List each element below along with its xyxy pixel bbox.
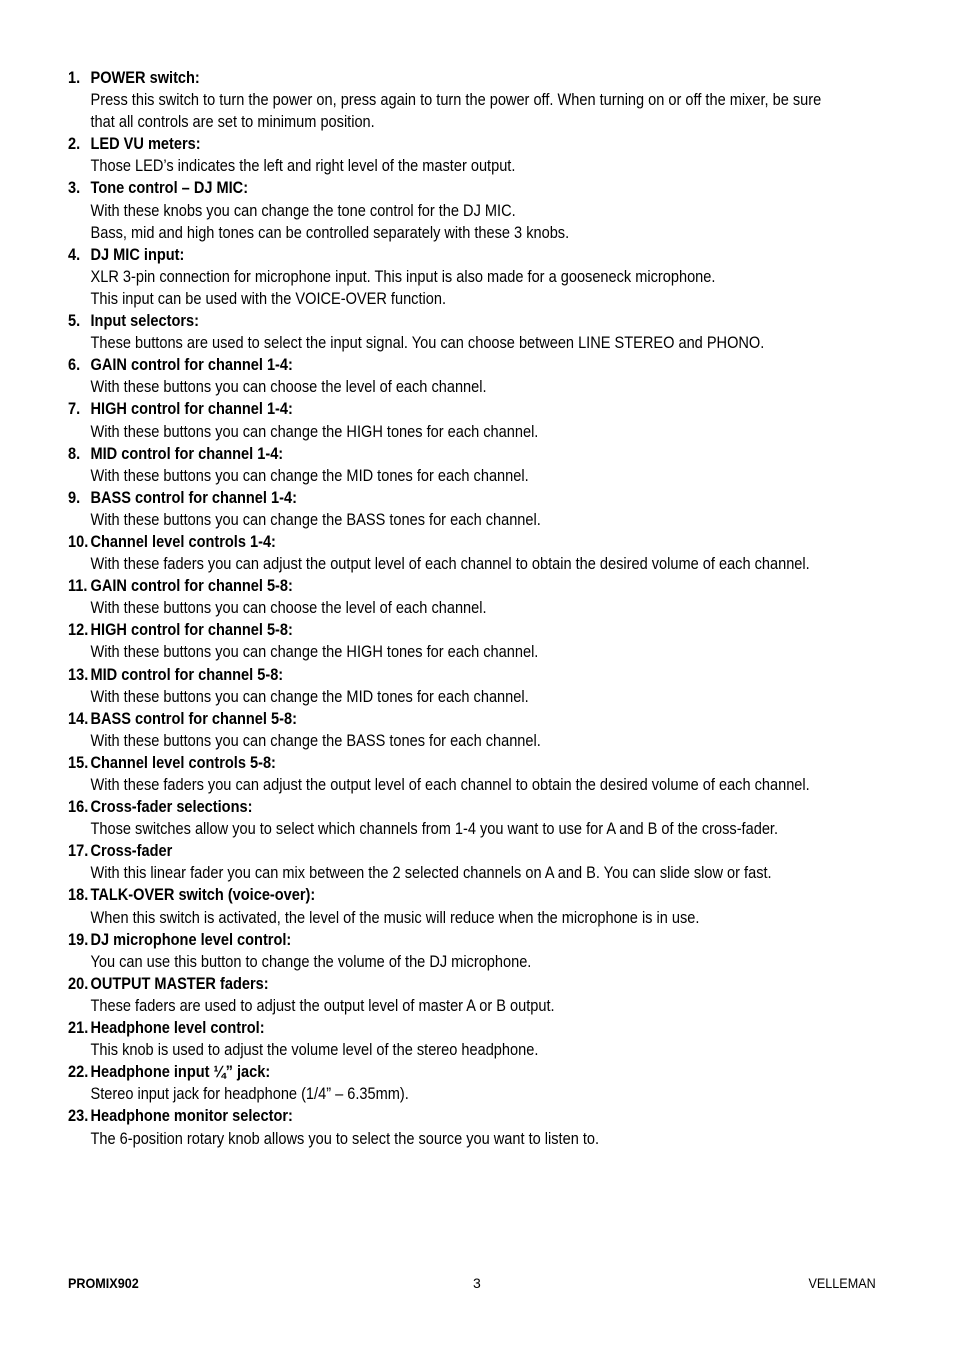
item-number: 15.	[68, 753, 89, 772]
item-heading	[68, 1061, 815, 1083]
item-description	[68, 200, 905, 244]
list-item	[68, 575, 815, 619]
list-item	[68, 796, 815, 840]
item-description	[68, 376, 905, 398]
description-line: Those switches allow you to select which channels from 1-4 you want to use for A and B of the cross-fader.	[90, 820, 779, 839]
item-heading	[68, 354, 815, 376]
item-number: 21.	[68, 1019, 89, 1038]
description-line: These faders are used to adjust the output level of master A or B output.	[90, 996, 555, 1015]
item-description	[68, 862, 905, 884]
item-number: 19.	[68, 930, 89, 949]
list-item	[68, 354, 815, 398]
item-number: 2.	[68, 135, 81, 154]
item-heading	[68, 443, 815, 465]
item-title: MID control for channel 5-8:	[90, 665, 284, 684]
item-description	[68, 774, 905, 796]
item-heading	[68, 310, 815, 332]
item-description	[68, 1128, 905, 1150]
item-description	[68, 465, 905, 487]
item-number: 7.	[68, 400, 81, 419]
list-item	[68, 177, 815, 243]
description-line: With these buttons you can choose the level of each channel.	[90, 599, 487, 618]
item-description	[68, 686, 905, 708]
item-number: 18.	[68, 886, 89, 905]
item-number: 8.	[68, 444, 81, 463]
item-heading	[68, 708, 815, 730]
feature-list	[68, 67, 822, 1150]
description-line: You can use this button to change the volume of the DJ microphone.	[90, 952, 532, 971]
item-description	[68, 1083, 905, 1105]
item-description	[68, 641, 905, 663]
list-item	[68, 133, 815, 177]
description-line: When this switch is activated, the level of the music will reduce when the microphone is in use.	[90, 908, 700, 927]
item-title: GAIN control for channel 1-4:	[90, 356, 293, 375]
item-heading	[68, 67, 815, 89]
item-number: 6.	[68, 356, 81, 375]
item-title: LED VU meters:	[90, 135, 201, 154]
list-item	[68, 664, 815, 708]
item-number: 3.	[68, 179, 81, 198]
description-line: Bass, mid and high tones can be controlled separately with these 3 knobs.	[90, 223, 570, 242]
item-description	[68, 553, 905, 575]
item-title: Cross-fader	[90, 842, 173, 861]
item-title: Channel level controls 1-4:	[90, 532, 276, 551]
list-item	[68, 244, 815, 310]
item-heading	[68, 1017, 815, 1039]
item-number: 4.	[68, 245, 81, 264]
item-description	[68, 155, 905, 177]
item-title: TALK-OVER switch (voice-over):	[90, 886, 316, 905]
description-line: With this linear fader you can mix between the 2 selected channels on A and B. You can slide slow or fast.	[90, 864, 772, 883]
description-line: With these buttons you can change the HIGH tones for each channel.	[90, 422, 539, 441]
description-line: With these buttons you can change the MID tones for each channel.	[90, 466, 529, 485]
list-item	[68, 840, 815, 884]
description-line: These buttons are used to select the input signal. You can choose between LINE STEREO and PHONO.	[90, 334, 765, 353]
item-title: Headphone input ¼” jack:	[90, 1063, 271, 1082]
description-line: The 6-position rotary knob allows you to select the source you want to listen to.	[90, 1129, 600, 1148]
item-heading	[68, 796, 815, 818]
item-number: 11.	[68, 577, 88, 596]
item-heading	[68, 840, 815, 862]
item-description	[68, 995, 905, 1017]
item-number: 14.	[68, 709, 89, 728]
description-line: With these buttons you can change the BASS tones for each channel.	[90, 731, 541, 750]
description-line: Press this switch to turn the power on, press again to turn the power off. When turning on or off the mixer, be sure	[90, 91, 822, 110]
item-heading	[68, 664, 815, 686]
description-line: With these faders you can adjust the output level of each channel to obtain the desired volume of each channel.	[90, 555, 810, 574]
item-description	[68, 951, 905, 973]
list-item	[68, 531, 815, 575]
item-title: POWER switch:	[90, 69, 200, 87]
item-title: DJ MIC input:	[90, 245, 185, 264]
item-title: Cross-fader selections:	[90, 798, 253, 817]
list-item	[68, 619, 815, 663]
item-heading	[68, 133, 815, 155]
item-heading	[68, 1105, 815, 1127]
description-line: With these faders you can adjust the output level of each channel to obtain the desired volume of each channel.	[90, 776, 810, 794]
item-number: 22.	[68, 1063, 89, 1082]
item-heading	[68, 398, 815, 420]
description-line: With these buttons you can choose the level of each channel.	[90, 378, 487, 397]
item-heading	[68, 487, 815, 509]
item-heading	[68, 929, 815, 951]
item-heading	[68, 531, 815, 553]
item-description	[68, 597, 905, 619]
item-number: 5.	[68, 312, 81, 331]
list-item	[68, 443, 815, 487]
item-heading	[68, 752, 815, 774]
list-item	[68, 1061, 815, 1105]
item-title: OUTPUT MASTER faders:	[90, 974, 269, 993]
item-title: Tone control – DJ MIC:	[90, 179, 249, 198]
item-number: 16.	[68, 798, 89, 817]
item-title: HIGH control for channel 1-4:	[90, 400, 293, 419]
description-line: XLR 3-pin connection for microphone input. This input is also made for a gooseneck microphone.	[90, 267, 716, 286]
description-line: Stereo input jack for headphone (1/4” – 6.35mm).	[90, 1085, 409, 1104]
item-description	[68, 730, 905, 752]
description-line: that all controls are set to minimum position.	[90, 113, 375, 132]
item-title: Channel level controls 5-8:	[90, 753, 276, 772]
description-line: This knob is used to adjust the volume level of the stereo headphone.	[90, 1041, 539, 1060]
item-description	[68, 907, 905, 929]
list-item	[68, 708, 815, 752]
item-title: BASS control for channel 1-4:	[90, 488, 297, 507]
item-number: 23.	[68, 1107, 89, 1126]
item-title: BASS control for channel 5-8:	[90, 709, 297, 728]
description-line: With these buttons you can change the MID tones for each channel.	[90, 687, 529, 706]
footer-brand: VELLEMAN	[808, 1275, 876, 1291]
item-title: Headphone monitor selector:	[90, 1107, 293, 1126]
item-description	[68, 818, 905, 840]
footer-model: PROMIX902	[68, 1275, 139, 1291]
item-description	[68, 332, 905, 354]
description-line: Those LED’s indicates the left and right level of the master output.	[90, 157, 516, 176]
list-item	[68, 929, 815, 973]
item-description	[68, 89, 905, 133]
list-item	[68, 752, 815, 796]
item-title: DJ microphone level control:	[90, 930, 292, 949]
item-title: Headphone level control:	[90, 1019, 265, 1038]
list-item	[68, 973, 815, 1017]
page-footer	[0, 1274, 954, 1294]
item-title: MID control for channel 1-4:	[90, 444, 284, 463]
list-item	[68, 884, 815, 928]
item-number: 1.	[68, 69, 81, 87]
item-title: GAIN control for channel 5-8:	[90, 577, 293, 596]
item-number: 17.	[68, 842, 89, 861]
item-heading	[68, 244, 815, 266]
list-item	[68, 1105, 815, 1149]
item-description	[68, 421, 905, 443]
footer-page-number: 3	[473, 1275, 481, 1291]
item-heading	[68, 575, 815, 597]
list-item	[68, 1017, 815, 1061]
item-title: Input selectors:	[90, 312, 199, 331]
list-item	[68, 487, 815, 531]
item-description	[68, 1039, 905, 1061]
description-line: This input can be used with the VOICE-OVER function.	[90, 289, 446, 308]
item-description	[68, 266, 905, 310]
item-heading	[68, 973, 815, 995]
list-item	[68, 398, 815, 442]
item-number: 12.	[68, 621, 89, 640]
item-number: 13.	[68, 665, 89, 684]
description-line: With these buttons you can change the HIGH tones for each channel.	[90, 643, 539, 662]
description-line: With these buttons you can change the BASS tones for each channel.	[90, 510, 541, 529]
description-line: With these knobs you can change the tone control for the DJ MIC.	[90, 201, 516, 220]
item-heading	[68, 177, 815, 199]
item-heading	[68, 619, 815, 641]
list-item	[68, 67, 822, 133]
item-number: 20.	[68, 974, 89, 993]
item-number: 9.	[68, 488, 81, 507]
item-description	[68, 509, 905, 531]
item-title: HIGH control for channel 5-8:	[90, 621, 293, 640]
list-item	[68, 310, 815, 354]
item-number: 10.	[68, 532, 89, 551]
item-heading	[68, 884, 815, 906]
